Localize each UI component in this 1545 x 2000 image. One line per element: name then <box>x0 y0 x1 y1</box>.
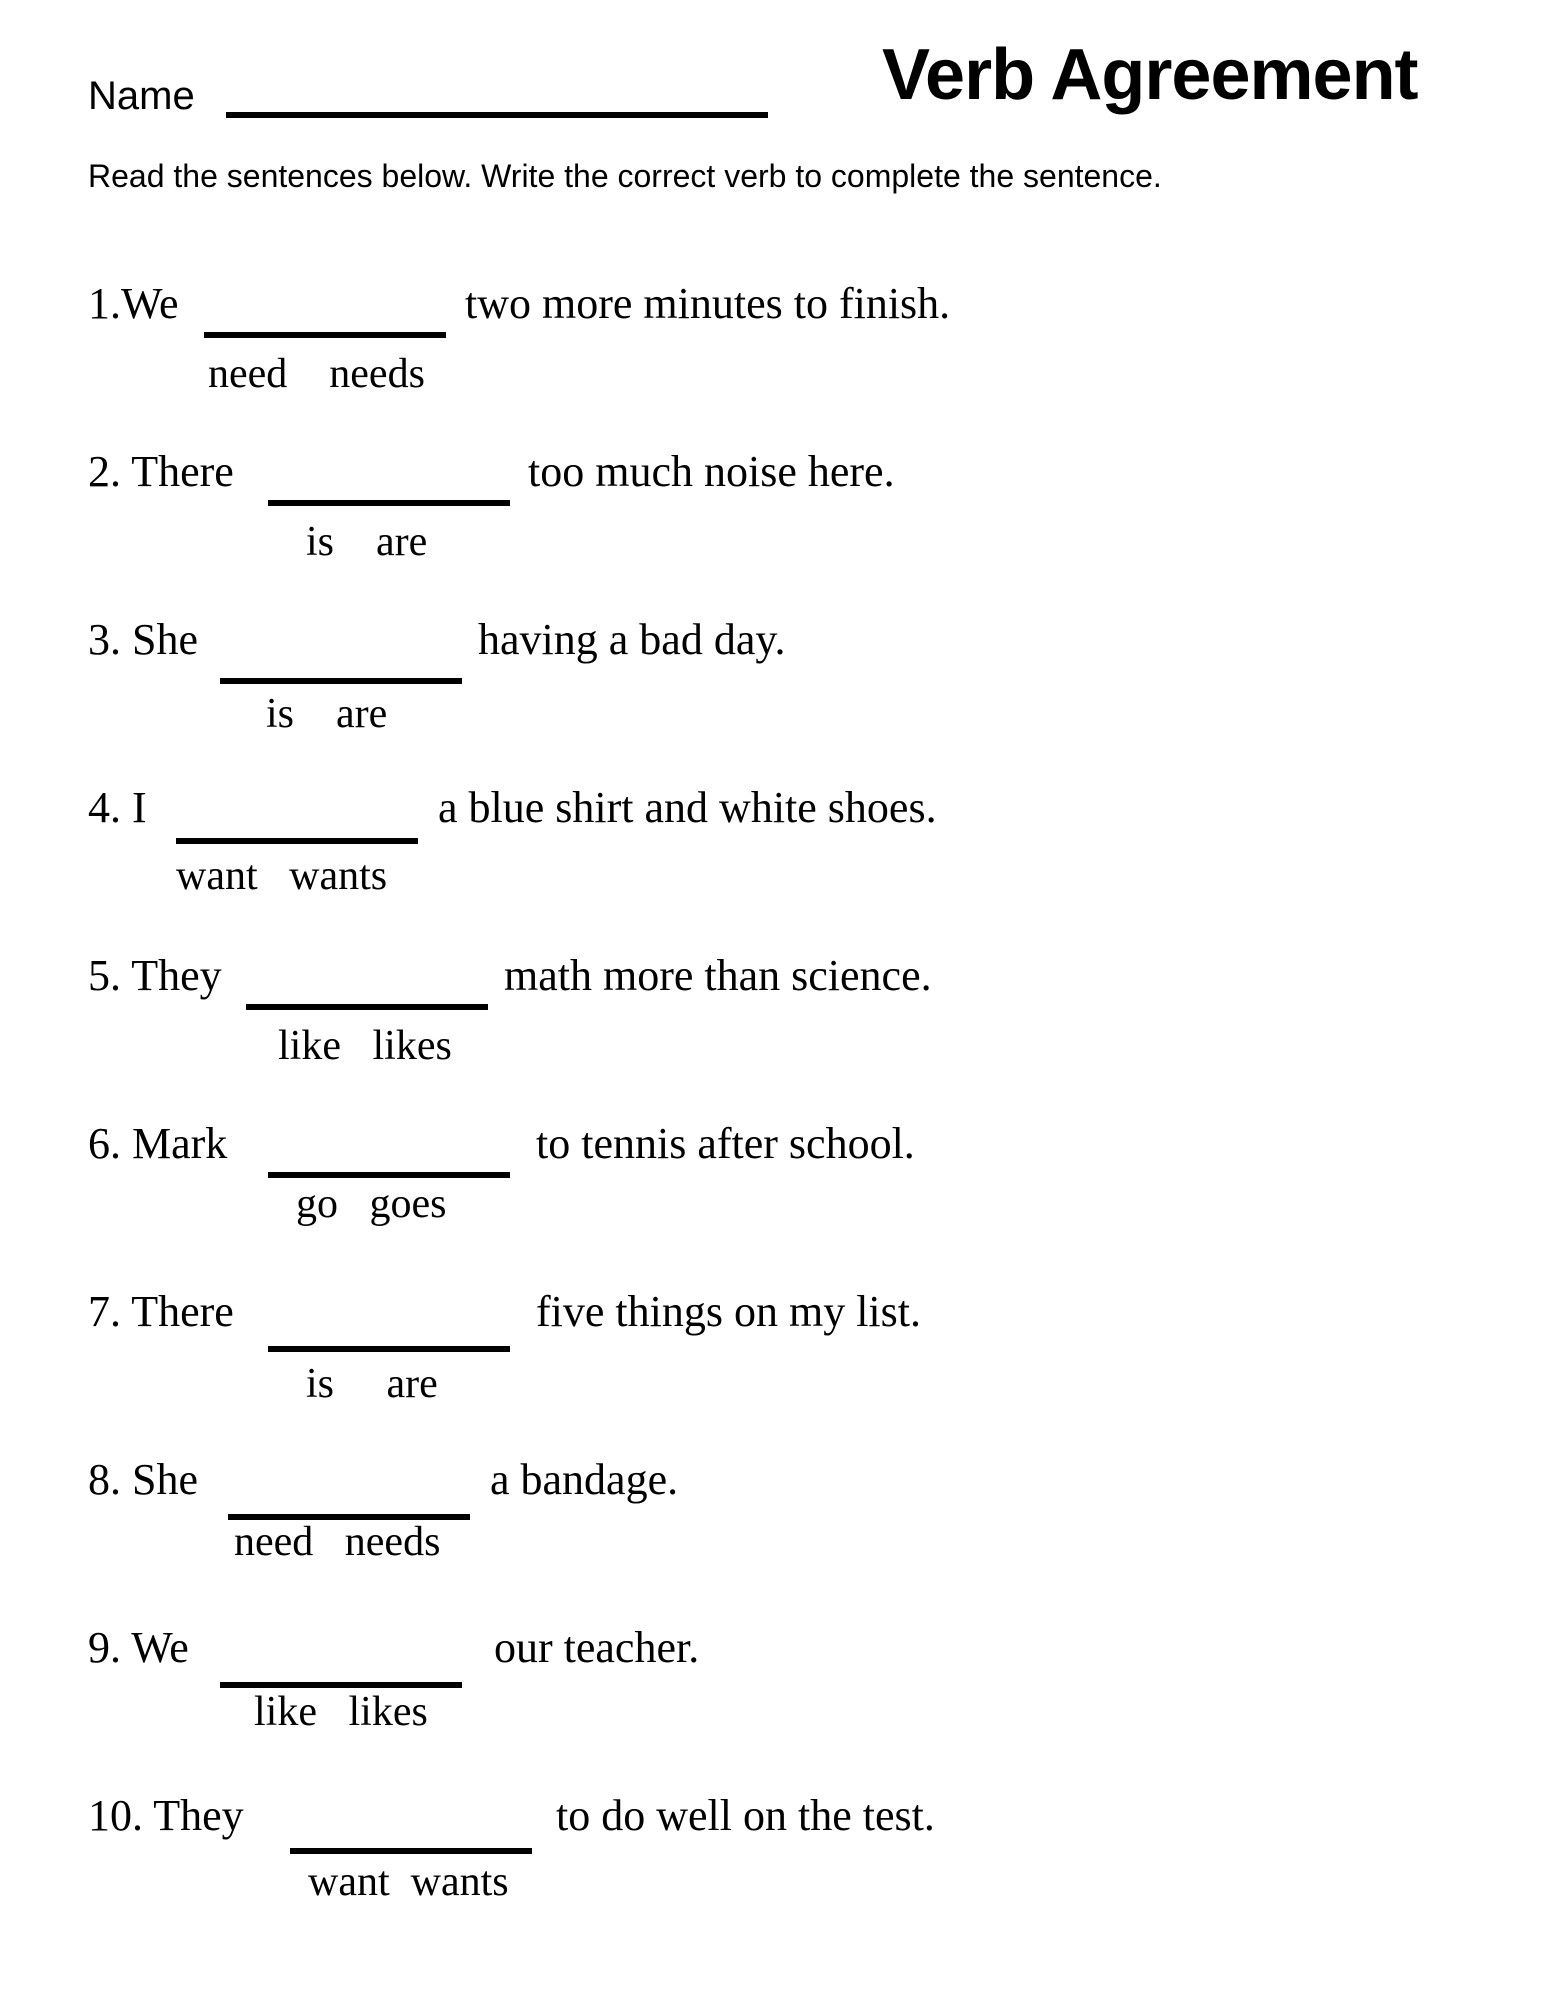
question-suffix: math more than science. <box>504 951 932 1000</box>
question-prefix: 8. She <box>88 1455 198 1504</box>
instructions: Read the sentences below. Write the correct verb to complete the sentence. <box>88 158 1162 194</box>
answer-blank[interactable] <box>176 838 418 844</box>
answer-blank[interactable] <box>204 332 446 338</box>
verb-choices: is are <box>306 519 428 565</box>
question-prefix: 2. There <box>88 447 234 496</box>
name-label: Name <box>88 74 195 118</box>
verb-choices: is are <box>306 1361 438 1407</box>
question-prefix: 7. There <box>88 1287 234 1336</box>
answer-blank[interactable] <box>246 1004 488 1010</box>
question-prefix: 4. I <box>88 783 147 832</box>
answer-blank[interactable] <box>268 1346 510 1352</box>
verb-choices: like likes <box>278 1023 452 1069</box>
verb-choices: is are <box>266 691 388 737</box>
verb-choices: want wants <box>176 853 388 899</box>
question-suffix: our teacher. <box>494 1623 700 1672</box>
verb-choices: need needs <box>208 351 425 397</box>
question-prefix: 9. We <box>88 1623 189 1672</box>
question-suffix: too much noise here. <box>528 447 895 496</box>
answer-blank[interactable] <box>268 500 510 506</box>
question-suffix: to tennis after school. <box>536 1119 915 1168</box>
question-prefix: 1.We <box>88 279 179 328</box>
question-suffix: having a bad day. <box>478 615 786 664</box>
answer-blank[interactable] <box>268 1172 510 1178</box>
question-prefix: 6. Mark <box>88 1119 228 1168</box>
answer-blank[interactable] <box>220 678 462 684</box>
verb-choices: go goes <box>296 1181 447 1227</box>
question-suffix: a blue shirt and white shoes. <box>438 783 937 832</box>
question-prefix: 10. They <box>88 1791 244 1840</box>
verb-choices: like likes <box>254 1689 428 1735</box>
question-suffix: two more minutes to finish. <box>465 279 951 328</box>
question-suffix: five things on my list. <box>536 1287 921 1336</box>
question-suffix: a bandage. <box>490 1455 679 1504</box>
question-prefix: 5. They <box>88 951 222 1000</box>
question-prefix: 3. She <box>88 615 198 664</box>
answer-blank[interactable] <box>290 1848 532 1854</box>
verb-choices: need needs <box>234 1519 441 1565</box>
page-title: Verb Agreement <box>882 35 1418 115</box>
verb-choices: want wants <box>308 1859 509 1905</box>
question-suffix: to do well on the test. <box>556 1791 935 1840</box>
name-input-line[interactable] <box>226 112 768 118</box>
